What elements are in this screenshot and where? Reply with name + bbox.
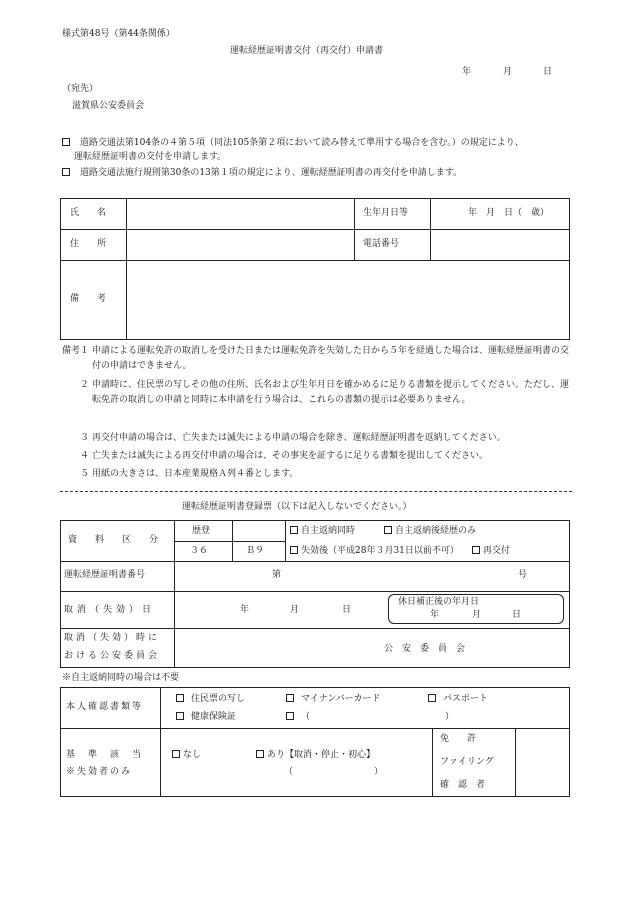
opt-mynumber[interactable]: マイナンバーカード: [286, 694, 381, 705]
cancel-label: 取消（失効）日: [64, 605, 156, 615]
code-b9: Ｂ９: [246, 546, 265, 556]
opt-passport[interactable]: パスポート: [428, 694, 488, 705]
checkbox[interactable]: [256, 750, 264, 758]
checkbox[interactable]: [62, 168, 70, 176]
option-issue[interactable]: [62, 138, 524, 149]
cancel-year: 年: [240, 605, 250, 615]
date-month-label: 月: [503, 67, 513, 77]
opt-expired[interactable]: 失効後（平成28年３月31日以前不可）: [290, 546, 459, 557]
checkbox[interactable]: [286, 694, 294, 702]
phone-field[interactable]: [432, 231, 568, 258]
option-reissue-line1: 道路交通法施行規則第30条の13第１項の規定により、運転経歴証明書の再交付を申請します。: [79, 168, 463, 178]
checkbox[interactable]: [290, 546, 298, 554]
note-item-1: 申請による運転免許の取消しを受けた日または運転免許を失効した日から５年を経過した場合は、運転経歴証明書の交付の申請はできません。: [92, 346, 570, 371]
date-year-label: 年: [462, 67, 472, 77]
cancel-day: 日: [342, 605, 352, 615]
criteria-paren: （ ）: [284, 767, 384, 777]
cert-go: 号: [518, 570, 528, 580]
remarks-label: 備 考: [70, 294, 107, 304]
holiday-year: 年: [430, 610, 440, 620]
birth-label: 生年月日等: [363, 208, 409, 218]
opt-return-same[interactable]: 自主返納同時: [290, 526, 355, 537]
opt-reissue[interactable]: 再交付: [472, 546, 510, 557]
checkbox[interactable]: [428, 694, 436, 702]
cancel-month: 月: [290, 605, 300, 615]
checkbox[interactable]: [384, 526, 392, 534]
address-field[interactable]: [128, 231, 352, 258]
opt-insurance[interactable]: 健康保険証: [176, 712, 236, 723]
verify-label-1: 免 許: [440, 734, 477, 744]
footnote: ※自主返納同時の場合は不要: [62, 673, 180, 683]
name-field[interactable]: [128, 200, 352, 227]
verify-label-2: ファイリング: [440, 757, 494, 767]
identity-label: 本人確認書類等: [66, 702, 144, 712]
registry-title: 運転経歴証明書登録票（以下は記入しないでください。）: [182, 502, 412, 512]
page-title: 運転経歴証明書交付（再交付）申請書: [230, 46, 384, 56]
option-reissue[interactable]: [62, 168, 462, 179]
option-issue-line1: 道路交通法第104条の４第５項（同法105条第２項において読み替えて準用する場合を含む。）の規定により、: [79, 138, 524, 148]
opt-other[interactable]: （ ）: [286, 712, 454, 723]
checkbox[interactable]: [172, 750, 180, 758]
criteria-yes[interactable]: あり【取消・停止・初心】: [256, 750, 375, 761]
commission-label-1: 取消（失効）時に: [64, 633, 161, 643]
form-number: 様式第48号（第44条関係）: [62, 29, 175, 39]
checkbox[interactable]: [62, 138, 70, 146]
criteria-label-1: 基 準 該 当: [66, 750, 144, 760]
date-day-label: 日: [543, 67, 553, 77]
cert-dai: 第: [272, 570, 282, 580]
addressee: 滋賀県公安委員会: [72, 101, 145, 111]
checkbox[interactable]: [286, 712, 294, 720]
address-label: 住 所: [70, 239, 107, 249]
criteria-none[interactable]: なし: [172, 750, 201, 761]
name-label: 氏 名: [70, 208, 107, 218]
checkbox[interactable]: [176, 712, 184, 720]
option-issue-line2: 運転経歴証明書の交付を申請します。: [74, 152, 227, 162]
checkbox[interactable]: [290, 526, 298, 534]
note-item-3: ３ 再交付申請の場合は、亡失または滅失による申請の場合を除き、運転経歴証明書を返納してください。: [80, 433, 506, 443]
verify-stamp-field[interactable]: [517, 730, 568, 795]
history-label: 歴登: [192, 526, 211, 536]
cert-number-label: 運転経歴証明書番号: [64, 570, 146, 580]
holiday-day: 日: [512, 610, 522, 620]
holiday-label: 休日補正後の年月日: [398, 597, 480, 607]
code-36: ３６: [190, 546, 209, 556]
criteria-label-2: ※失効者のみ: [66, 767, 133, 777]
birth-value[interactable]: 年 月 日（ 歳）: [468, 208, 550, 218]
commission-value: 公 安 委 員 会: [384, 644, 466, 654]
notes-head: 備考１: [62, 346, 90, 356]
note-item-5: ５ 用紙の大きさは、日本産業規格Ａ列４番とします。: [80, 469, 299, 479]
holiday-month: 月: [472, 610, 482, 620]
addressee-label: （宛先）: [62, 84, 99, 94]
checkbox[interactable]: [472, 546, 480, 554]
checkbox[interactable]: [176, 694, 184, 702]
phone-label: 電話番号: [363, 239, 400, 249]
opt-resident[interactable]: 住民票の写し: [176, 694, 245, 705]
commission-label-2: おける公安委員会: [64, 651, 161, 661]
note-item-4: ４ 亡失または滅失による再交付申請の場合は、その事実を証するに足りる書類を提出してください。: [80, 451, 489, 461]
verify-label-3: 確 認 者: [440, 780, 486, 790]
note-item-2: ２ 申請時に、住民票の写しその他の住所、氏名および生年月日を確かめるに足りる書類を提示してください。ただし、運転免許の取消しの申請と同時に本申請を行う場合は、これらの書類の提示は必要ありません。: [80, 380, 570, 405]
cut-line: [60, 491, 572, 492]
opt-return-after[interactable]: 自主返納後経歴のみ: [384, 526, 476, 537]
category-label: 資 料 区 分: [68, 535, 159, 545]
remarks-field[interactable]: [128, 262, 568, 338]
